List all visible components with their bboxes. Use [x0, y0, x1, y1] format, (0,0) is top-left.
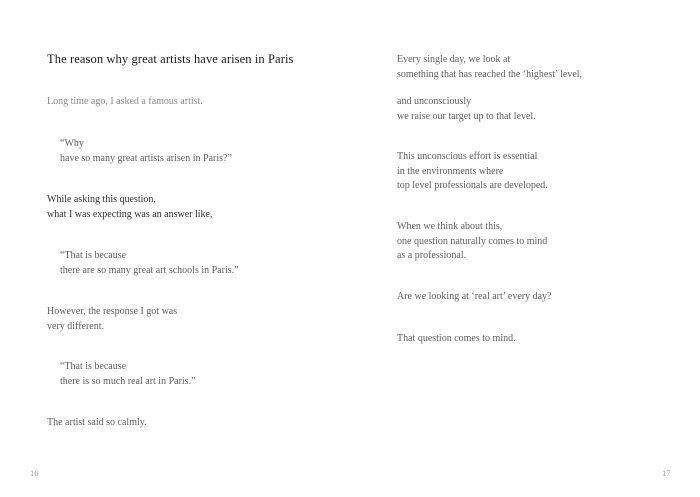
text-line: “Why [60, 138, 84, 149]
text-line: Long time ago, I asked a famous artist. [47, 96, 203, 107]
text-line: one question naturally comes to mind [397, 235, 548, 247]
left-paragraph-3 [47, 193, 213, 222]
text-line: However, the response I got was [47, 306, 178, 317]
left-paragraph-4 [60, 249, 239, 278]
right-paragraph-6 [397, 332, 516, 347]
right-paragraph-1 [397, 53, 582, 82]
text-line: there are so many great art schools in Paris.” [60, 264, 239, 276]
text-line: The artist said so calmly. [47, 417, 147, 428]
text-line: in the environments where [397, 165, 504, 177]
text-line: “That is because [60, 361, 127, 372]
text-line: That question comes to mind. [397, 333, 516, 344]
text-line: and unconsciously [397, 96, 472, 107]
text-line: there is so much real art in Paris.” [60, 375, 196, 387]
right-paragraph-3 [397, 150, 548, 194]
right-page [350, 0, 700, 497]
text-line: what I was expecting was an answer like, [47, 208, 213, 220]
right-paragraph-4 [397, 220, 547, 264]
left-paragraph-1 [47, 95, 203, 110]
text-line: This unconscious effort is essential [397, 151, 538, 162]
left-paragraph-5 [47, 305, 177, 334]
text-line: While asking this question, [47, 194, 156, 205]
text-line: When we think about this, [397, 221, 503, 232]
page-number: 16 [30, 468, 39, 478]
left-paragraph-2 [60, 137, 232, 166]
text-line: very different. [47, 320, 105, 332]
right-paragraph-5 [397, 290, 551, 305]
page-title: The reason why great artists have arisen in Paris [47, 52, 294, 66]
text-line: something that has reached the ‘highest’ level, [397, 68, 583, 80]
text-line: have so many great artists arisen in Paris?” [60, 152, 232, 164]
page-number: 17 [662, 468, 671, 478]
left-paragraph-7 [47, 416, 147, 431]
left-paragraph-6 [60, 360, 196, 389]
text-line: Are we looking at ‘real art’ every day? [397, 291, 552, 302]
text-line: we raise our target up to that level. [397, 110, 536, 122]
text-line: Every single day, we look at [397, 54, 511, 65]
text-line: as a professional. [397, 250, 467, 261]
right-paragraph-2 [397, 95, 536, 124]
text-line: “That is because [60, 250, 127, 261]
text-line: top level professionals are developed. [397, 180, 548, 191]
